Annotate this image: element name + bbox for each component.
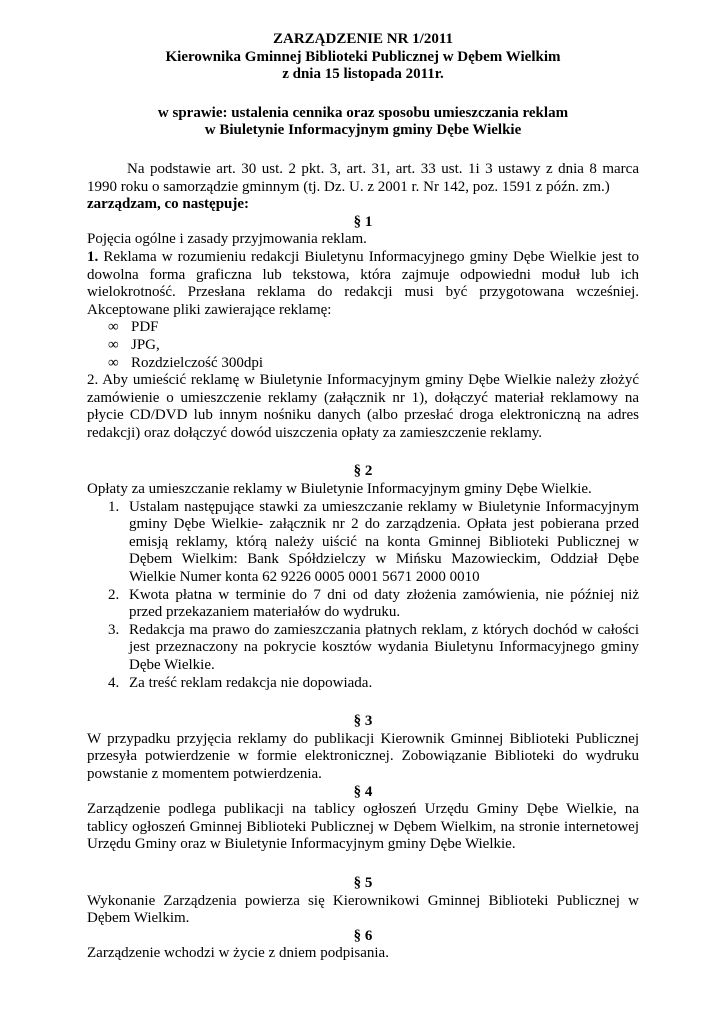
section-6-heading: § 6 <box>353 927 373 944</box>
section-2-list <box>87 499 639 693</box>
list-item: ∞ PDF <box>108 319 159 336</box>
item-number: 3. <box>108 621 120 638</box>
section-2-heading: § 2 <box>353 463 373 480</box>
list-item <box>108 675 639 693</box>
section-2-intro: Opłaty za umieszczanie reklamy w Biuletynie Informacyjnym gminy Dębe Wielkie. <box>87 481 592 498</box>
document-date: z dnia 15 listopada 2011r. <box>282 66 444 83</box>
list-item <box>108 499 639 587</box>
list-item <box>108 622 639 675</box>
section-1-paragraph-1 <box>87 249 639 319</box>
section-1-heading: § 1 <box>353 213 373 230</box>
item-number: 2. <box>108 586 120 603</box>
subject-line-2: w Biuletynie Informacyjnym gminy Dębe Wielkie <box>204 122 522 139</box>
section-3-text: W przypadku przyjęcia reklamy do publikacji Kierownik Gminnej Biblioteki Publicznej przesyła potwierdzenie w formie elektronicznej. Zobowiązanie Biblioteki do wydruku powstanie z momentem potwierdzenia. <box>87 730 639 782</box>
subject-line-1: w sprawie: ustalenia cennika oraz sposobu umieszczania reklam <box>157 104 569 121</box>
document-issuer: Kierownika Gminnej Biblioteki Publicznej w Dębem Wielkim <box>165 48 561 65</box>
preamble-text: Na podstawie art. 30 ust. 2 pkt. 3, art. 31, art. 33 ust. 1i 3 ustawy z dnia 8 marca 1990 roku o samorządzie gminnym (tj. Dz. U. z 2001 r. Nr 142, poz. 1591 z późn. zm.) <box>87 160 639 195</box>
item-text: Ustalam następujące stawki za umieszczanie reklamy w Biuletynie Informacyjnym gminy Dębe Wielkie- załącznik nr 2 do zarządzenia. Opłata jest pobierana przed emisją reklamy, którą należy uiścić na konta Gminnej Biblioteki Publicznej w Dębem Wielkim: Bank Spółdzielczy w Mińsku Mazowieckim, Oddział Dębe Wielkie Numer konta 62 9226 0005 0001 5671 2000 0010 <box>129 498 639 586</box>
section-3-heading: § 3 <box>353 713 373 730</box>
paragraph-number: 1. <box>87 248 99 265</box>
section-5-heading: § 5 <box>353 874 373 891</box>
section-1-paragraph-2: 2. Aby umieścić reklamę w Biuletynie Informacyjnym gminy Dębe Wielkie należy złożyć zamówienie o umieszczenie reklamy (załącznik nr 1), dołączyć materiał reklamowy na płycie CD/DVD lub innym nośniku danych (albo przesłać droga elektroniczną na adres redakcji) oraz dołączyć dowód uiszczenia opłaty za zamieszczenie reklamy. <box>87 372 639 441</box>
list-item: ∞ JPG, <box>108 336 160 353</box>
item-text: Kwota płatna w terminie do 7 dni od daty złożenia zamówienia, nie później niż przed przekazaniem materiałów do wydruku. <box>129 586 639 621</box>
item-number: 4. <box>108 674 120 691</box>
section-4-heading: § 4 <box>353 783 373 800</box>
item-text: Za treść reklam redakcja nie dopowiada. <box>129 674 373 691</box>
item-number: 1. <box>108 498 120 515</box>
accepted-files-list <box>87 319 639 372</box>
section-4-text: Zarządzenie podlega publikacji na tablicy ogłoszeń Urzędu Gminy Dębe Wielkie, na tablicy ogłoszeń Gminnej Biblioteki Publicznej w Dębem Wielkim, na stronie internetowej Urzędu Gminy oraz w Biuletynie Informacyjnym gminy Dębe Wielkie. <box>87 801 639 853</box>
list-item: ∞ Rozdzielczość 300dpi <box>108 354 264 371</box>
bullet-icon: ∞ <box>108 319 119 336</box>
section-5-text: Wykonanie Zarządzenia powierza się Kierownikowi Gminnej Biblioteki Publicznej w Dębem Wielkim. <box>87 892 639 927</box>
section-1-intro: Pojęcia ogólne i zasady przyjmowania reklam. <box>87 231 367 248</box>
section-6-text: Zarządzenie wchodzi w życie z dniem podpisania. <box>87 945 389 962</box>
paragraph-text: Reklama w rozumieniu redakcji Biuletynu Informacyjnego gminy Dębe Wielkie jest to dowolna forma graficzna lub tekstowa, która zajmuje odpowiedni moduł lub ich wielokrotność. Przesłana reklama do redakcji musi być przygotowana wcześniej. Akceptowane pliki zawierające reklamę: <box>87 248 639 318</box>
bullet-icon: ∞ <box>108 336 119 353</box>
list-item <box>108 587 639 622</box>
bullet-icon: ∞ <box>108 354 119 371</box>
document-title: ZARZĄDZENIE NR 1/2011 <box>272 31 454 47</box>
item-text: Redakcja ma prawo do zamieszczania płatnych reklam, z których dochód w całości jest przeznaczony na pokrycie kosztów wydania Biuletynu Informacyjnego gminy Dębe Wielkie. <box>129 621 639 673</box>
document-page <box>87 31 639 963</box>
preamble-decree: zarządzam, co następuje: <box>87 196 250 213</box>
